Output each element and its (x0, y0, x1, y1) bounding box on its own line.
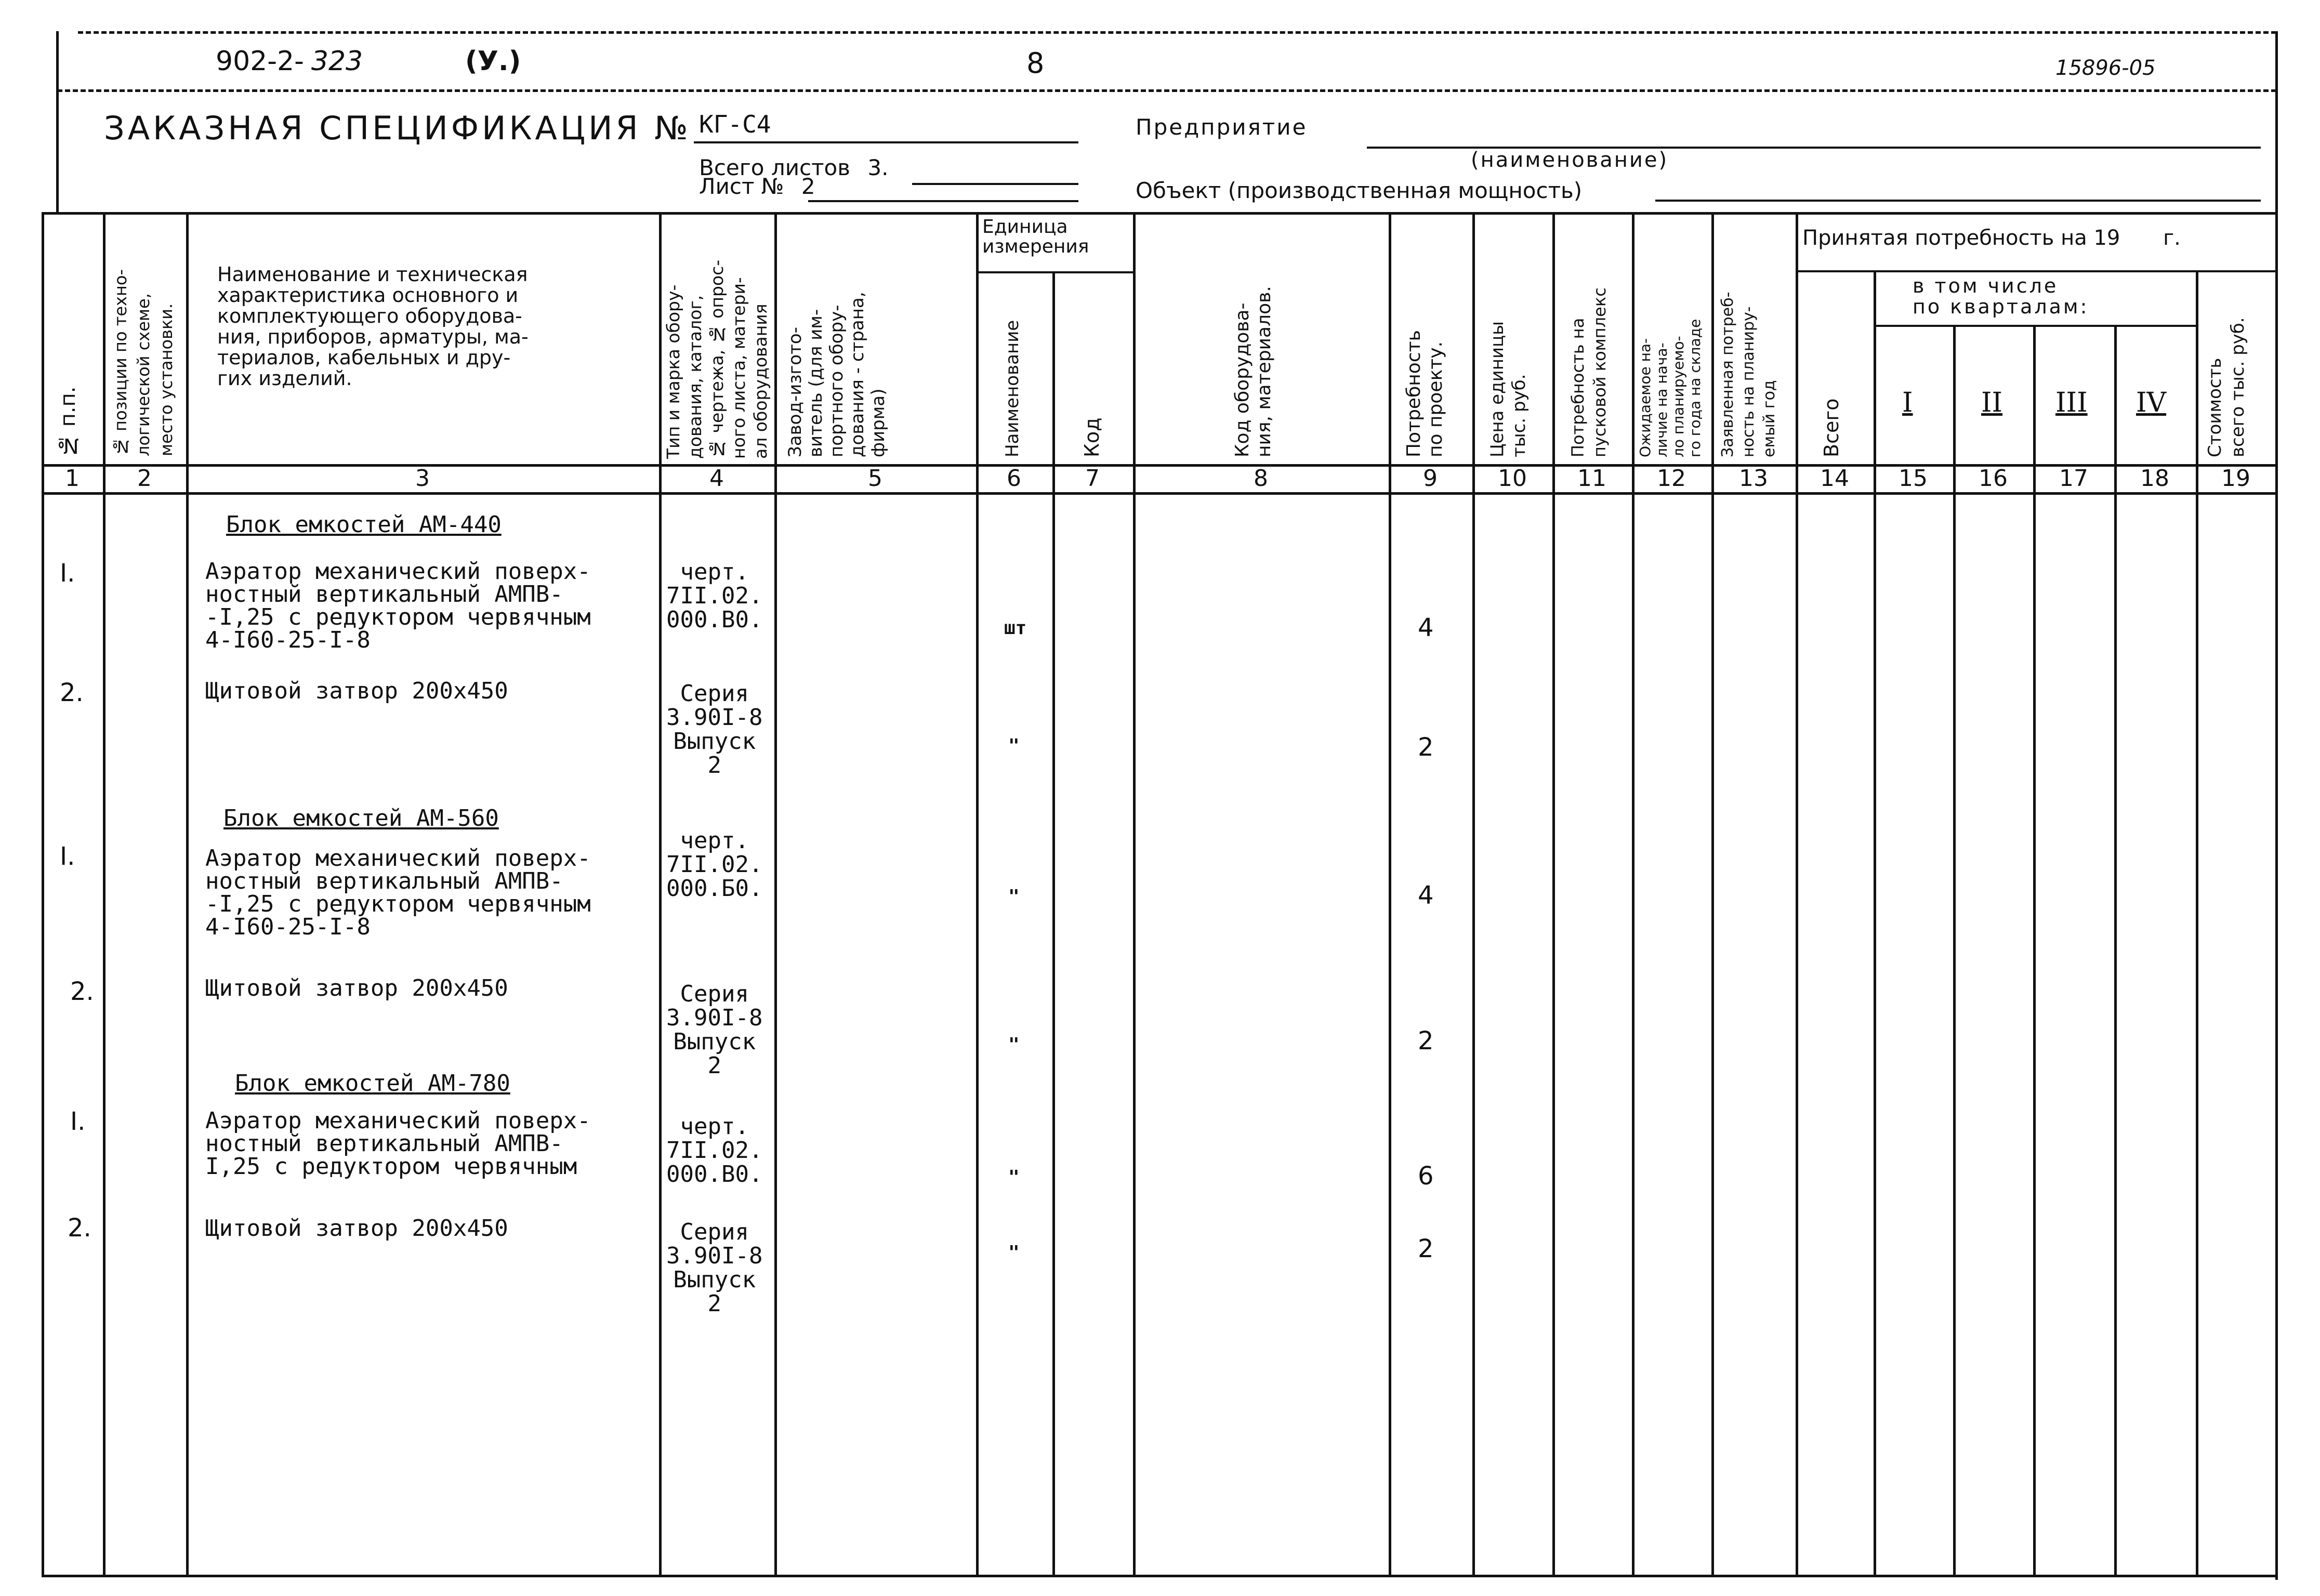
column-number (1979, 465, 2008, 492)
table-top (42, 212, 2276, 215)
col-header-15: I (1902, 387, 1913, 418)
col-divider-14 (1874, 270, 1876, 1576)
column-number (1423, 465, 1438, 492)
col-divider-12 (1711, 212, 1714, 1576)
spec-number: КГ-С4 (699, 110, 771, 138)
column-number (1899, 465, 1928, 492)
col-header-8: Код оборудова- ния, материалов. (1232, 286, 1275, 457)
col-header-quarters-group: в том числе по кварталам: (1913, 274, 2089, 318)
col-header-18: IV (2136, 387, 2167, 418)
col-divider-4 (774, 212, 777, 1576)
top-border (78, 31, 2276, 34)
column-number (65, 465, 80, 492)
page-number: 8 (1026, 47, 1045, 80)
col-header-16: II (1981, 387, 2003, 418)
col-header-6: Наименование (1002, 320, 1023, 457)
header-bottom (42, 464, 2276, 467)
column-number-text: 4 (709, 465, 724, 492)
col-divider-8 (1389, 212, 1391, 1576)
col-divider-6 (1052, 271, 1055, 1576)
item-description: Аэратор механический поверх- ностный вертикальный АМПВ- -I,25 с редуктором червячным 4-I60-25-I-8 (205, 558, 591, 653)
item-type: черт. 7II.02. 000.В0. (666, 559, 763, 633)
section-title: Блок емкостей АМ-440 (226, 511, 502, 538)
item-number: I. (60, 559, 75, 588)
col-header-4: Тип и марка обору- дования, каталог, № чертежа, № опрос- ного листа, матери- ал оборудования (663, 259, 771, 459)
column-number (137, 465, 152, 492)
col-divider-17 (2114, 325, 2117, 1576)
col-header-11: Потребность на пусковой комплекс (1568, 287, 1610, 457)
item-description: Аэратор механический поверх- ностный вертикальный АМПВ- -I,25 с редуктором червячным 4-I60-25-I-8 (205, 845, 591, 940)
doc-mark: (У.) (465, 46, 521, 77)
doc-code-text: 902-2- (216, 46, 304, 77)
col-header-3: Наименование и техническая характеристика основного и комплектующего оборудова- ния, приборов, арматуры, ма- териалов, кабельных и дру- гих изделий. (217, 263, 529, 390)
col-header-1: № п.п. (56, 386, 80, 457)
item-qty: 4 (1418, 613, 1434, 642)
column-number-text: 16 (1979, 465, 2008, 492)
item-description: Щитовой затвор 200х450 (205, 1215, 508, 1242)
item-qty: 6 (1418, 1162, 1434, 1191)
col-header-5: Завод-изгото- витель (для им- портного обору- дования - страна, фирма) (785, 292, 889, 457)
sheet-no-line (808, 200, 1078, 202)
item-description: Аэратор механический поверх- ностный вертикальный АМПВ- I,25 с редуктором червячным (205, 1107, 591, 1180)
table-bottom (42, 1575, 2276, 1577)
item-type: Серия 3.90I-8 Выпуск 2 (666, 1219, 763, 1317)
item-number: 2. (68, 1214, 91, 1243)
header-strip-bottom (57, 89, 2276, 92)
sheet-no (699, 174, 815, 199)
col-divider-11 (1632, 212, 1634, 1576)
spec-number-line (694, 141, 1078, 143)
column-number-text: 13 (1739, 465, 1768, 492)
item-unit: " (1008, 1167, 1020, 1188)
col-divider-18 (2196, 270, 2198, 1576)
col-divider-9 (1472, 212, 1475, 1576)
item-qty: 2 (1418, 733, 1434, 762)
column-number-text: 19 (2221, 465, 2250, 492)
column-number-text: 1 (65, 465, 80, 492)
sheet-no-label: Лист № (699, 174, 784, 199)
column-number (1657, 465, 1686, 492)
col-divider-2 (186, 212, 189, 1576)
accepted-group-label: Принятая потребность на 19 (1802, 226, 2120, 250)
item-type: черт. 7II.02. 000.В0. (666, 1113, 763, 1188)
item-type: Серия 3.90I-8 Выпуск 2 (666, 680, 763, 779)
frame-right (2275, 31, 2278, 1580)
col-divider-13 (1796, 212, 1798, 1576)
item-type: черт. 7II.02. 000.Б0. (666, 827, 763, 902)
frame-left-top (56, 31, 59, 213)
col-header-14: Всего (1820, 398, 1843, 457)
object-label: Объект (производственная мощность) (1136, 178, 1583, 203)
column-number-text: 5 (868, 465, 882, 492)
spec-title: ЗАКАЗНАЯ СПЕЦИФИКАЦИЯ № (104, 109, 691, 147)
col-divider-10 (1552, 212, 1555, 1576)
item-qty: 4 (1418, 881, 1434, 910)
col-header-accepted-group (1802, 228, 2181, 248)
total-sheets-line (912, 183, 1078, 185)
col-header-9: Потребность по проекту. (1403, 330, 1446, 457)
col-divider-16 (2033, 325, 2036, 1576)
column-number-text: 12 (1657, 465, 1686, 492)
item-unit: " (1008, 886, 1020, 907)
accepted-year-suffix: г. (2163, 226, 2181, 250)
col-header-19: Стоимость всего тыс. руб. (2205, 317, 2248, 457)
item-qty: 2 (1418, 1234, 1434, 1263)
column-number-text: 8 (1254, 465, 1268, 492)
item-unit: " (1008, 1242, 1020, 1263)
unit-group-line (976, 271, 1135, 273)
col-header-10: Цена единицы тыс. руб. (1487, 321, 1530, 457)
column-number (1498, 465, 1527, 492)
col-header-2: № позиции по техно- логической схеме, место установки. (111, 269, 176, 456)
column-number-text: 15 (1899, 465, 1928, 492)
col-divider-5 (976, 212, 979, 1576)
col-header-12: Ожидаемое на- личие на нача- ло планируемо- го года на складе (1637, 319, 1704, 457)
enterprise-label: Предприятие (1136, 114, 1308, 140)
section-title: Блок емкостей АМ-780 (235, 1070, 510, 1097)
item-number: I. (60, 842, 75, 871)
inventory-number: 15896-05 (2055, 56, 2156, 80)
total-sheets-label: Всего листов (699, 155, 851, 180)
col-header-17: III (2055, 387, 2088, 418)
column-number-text: 11 (1577, 465, 1606, 492)
column-number-text: 2 (137, 465, 152, 492)
column-number-text: 14 (1820, 465, 1849, 492)
col-divider-3 (659, 212, 662, 1576)
item-unit: " (1008, 1034, 1020, 1056)
col-header-13: Заявленная потреб- ность на планиру- емый год (1719, 292, 1778, 457)
column-number-text: 3 (415, 465, 430, 492)
item-description: Щитовой затвор 200х450 (205, 975, 508, 1001)
table-left (42, 212, 44, 1576)
section-title: Блок емкостей АМ-560 (223, 805, 499, 832)
column-number-text: 18 (2140, 465, 2169, 492)
column-number (1085, 465, 1100, 492)
column-number (868, 465, 882, 492)
item-number: 2. (60, 678, 84, 707)
column-number-text: 17 (2059, 465, 2088, 492)
col-divider-15 (1953, 325, 1956, 1576)
item-number: 2. (70, 977, 94, 1006)
col-divider-7 (1133, 212, 1136, 1576)
total-sheets-value: 3. (867, 155, 889, 180)
object-line (1655, 200, 2261, 202)
colnum-bottom (42, 492, 2276, 495)
column-number-text: 6 (1007, 465, 1021, 492)
item-qty: 2 (1418, 1026, 1434, 1056)
item-type: Серия 3.90I-8 Выпуск 2 (666, 981, 763, 1079)
sheet-no-value: 2 (801, 174, 815, 199)
col-divider-1 (103, 212, 106, 1576)
item-number: I. (70, 1107, 86, 1136)
item-description: Щитовой затвор 200х450 (205, 678, 508, 704)
column-number-text: 7 (1085, 465, 1100, 492)
doc-code-handwritten: 323 (311, 46, 363, 77)
col-header-unit-group: Единица измерения (982, 216, 1089, 257)
column-number-text: 10 (1498, 465, 1527, 492)
col-header-7: Код (1080, 417, 1103, 457)
name-caption: (наименование) (1471, 148, 1669, 172)
item-unit: " (1008, 735, 1020, 757)
doc-code (216, 46, 363, 77)
item-unit: шт (1004, 617, 1027, 639)
column-number-text: 9 (1423, 465, 1438, 492)
